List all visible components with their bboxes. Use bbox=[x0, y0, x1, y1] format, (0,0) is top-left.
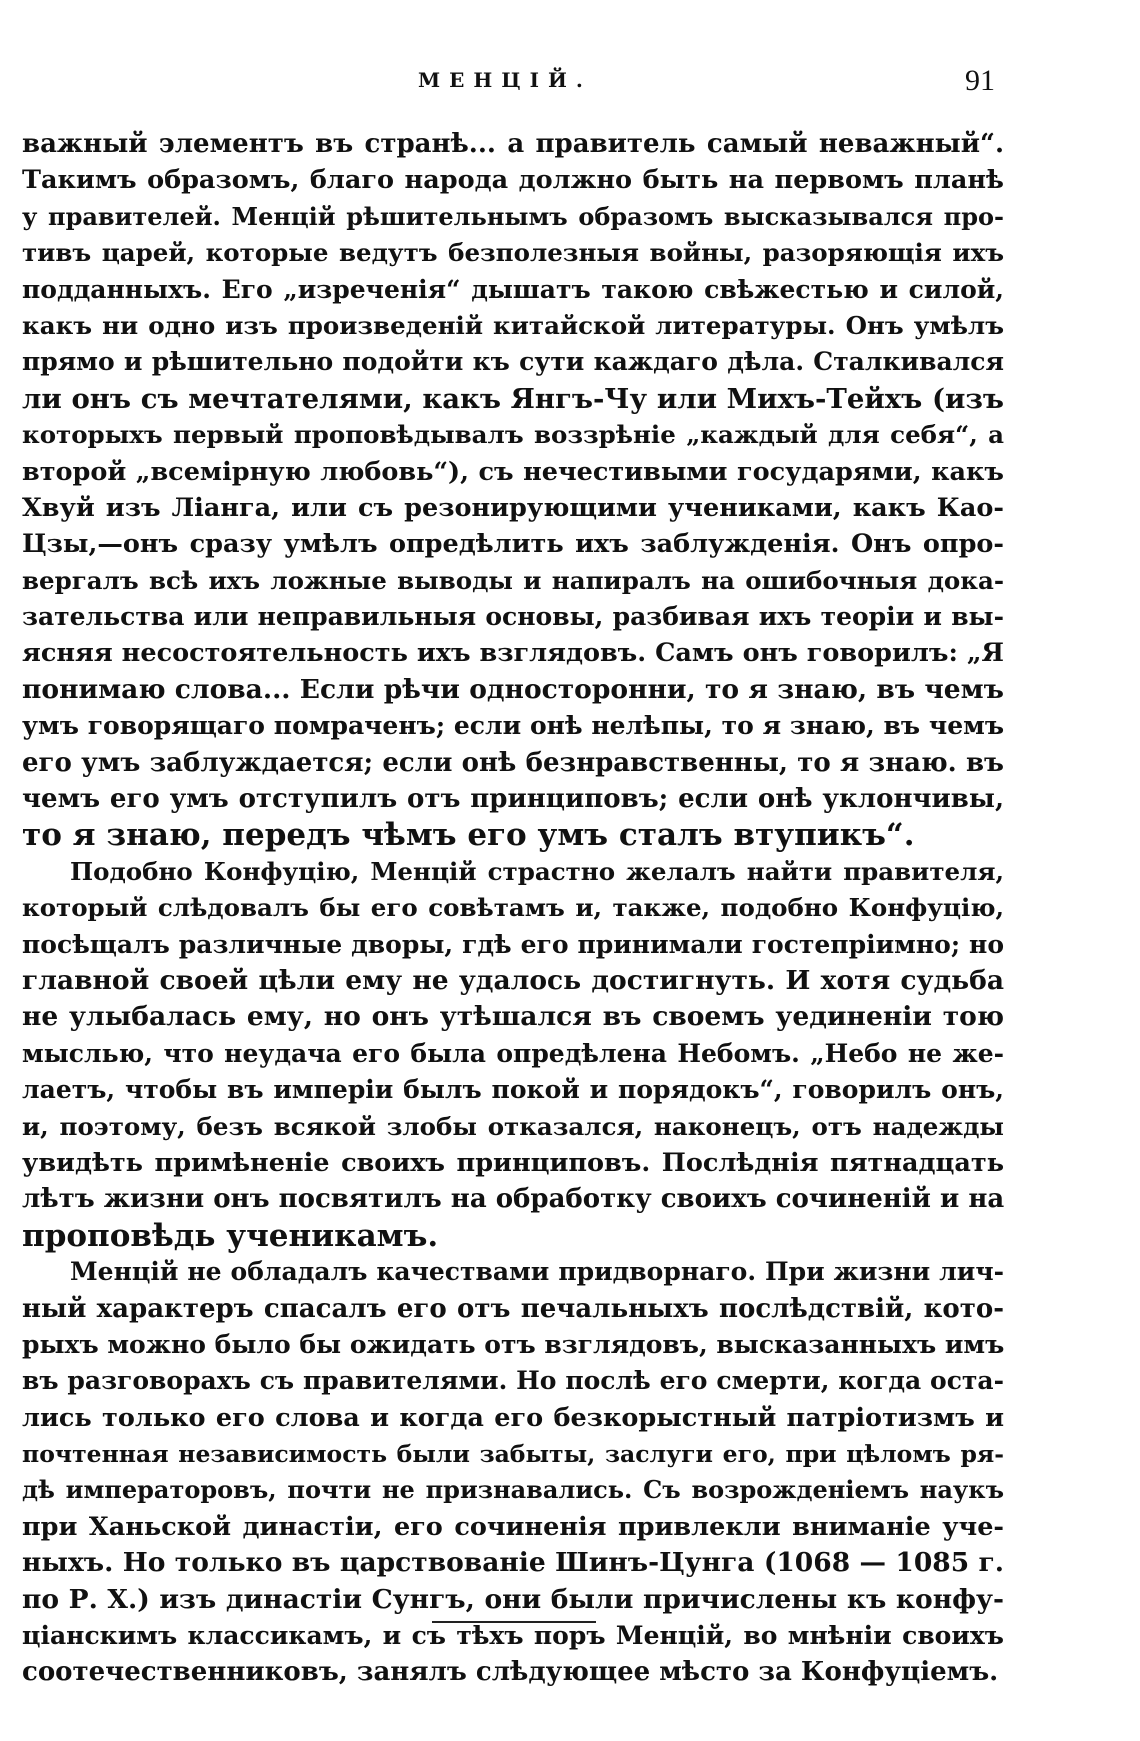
text-line: посѣщалъ различные дворы, гдѣ его принимали гостепріимно; но bbox=[22, 929, 1004, 959]
text-line: мыслью, что неудача его была опредѣлена Небомъ. „Небо не же- bbox=[22, 1038, 1004, 1068]
text-line: дѣ императоровъ, почти не признавались. Съ возрожденіемъ наукъ bbox=[22, 1475, 1004, 1505]
text-line: второй „всемірную любовь“), съ нечестивыми государями, какъ bbox=[22, 456, 1004, 487]
text-line: подданныхъ. Его „изреченія“ дышатъ такою свѣжестью и силой, bbox=[22, 274, 1004, 304]
text-line: Цзы,—онъ сразу умѣлъ опредѣлить ихъ заблужденія. Онъ опро- bbox=[22, 529, 1004, 560]
text-line: ціанскимъ классикамъ, и съ тѣхъ поръ Менцій, во мнѣніи своихъ bbox=[22, 1621, 1004, 1651]
text-line: рыхъ можно было бы ожидать отъ взглядовъ, высказанныхъ имъ bbox=[22, 1329, 1004, 1359]
text-line: по Р. Х.) изъ династіи Сунгъ, они были причислены къ конфу- bbox=[22, 1583, 1004, 1615]
text-line: лѣтъ жизни онъ посвятилъ на обработку своихъ сочиненій и на bbox=[22, 1184, 1004, 1215]
text-line: понимаю слова... Если рѣчи односторонни, то я знаю, въ чемъ bbox=[22, 673, 1004, 705]
running-title: МЕНЦІЙ. bbox=[418, 68, 592, 92]
text-line: Менцій не обладалъ качествами придворнаго. При жизни лич- bbox=[70, 1257, 1004, 1287]
text-line: которыхъ первый проповѣдывалъ воззрѣніе „каждый для себя“, а bbox=[22, 420, 1004, 450]
text-line: не улыбалась ему, но онъ утѣшался въ своемъ уединеніи тою bbox=[22, 1001, 1004, 1033]
text-line: ли онъ съ мечтателями, какъ Янгъ-Чу или Михъ-Тейхъ (изъ bbox=[22, 382, 1004, 415]
text-line: Такимъ образомъ, благо народа должно быть на первомъ планѣ bbox=[22, 165, 1004, 196]
text-line: увидѣть примѣненіе своихъ принциповъ. Послѣднія пятнадцать bbox=[22, 1147, 1004, 1178]
text-line: тивъ царей, которые ведутъ безполезныя войны, разоряющія ихъ bbox=[22, 238, 1004, 268]
text-line: вергалъ всѣ ихъ ложные выводы и напиралъ на ошибочныя дока- bbox=[22, 565, 1004, 595]
text-line: то я знаю, передъ чѣмъ его умъ сталъ втупикъ“. bbox=[22, 817, 915, 854]
text-line: какъ ни одно изъ произведеній китайской литературы. Онъ умѣлъ bbox=[22, 310, 1004, 340]
text-line: лаетъ, чтобы въ имперіи былъ покой и порядокъ“, говорилъ онъ, bbox=[22, 1075, 1004, 1105]
text-line: главной своей цѣли ему не удалось достигнуть. И хотя судьба bbox=[22, 964, 1004, 996]
text-line: зательства или неправильныя основы, разбивая ихъ теоріи и вы- bbox=[22, 602, 1004, 632]
text-line: въ разговорахъ съ правителями. Но послѣ его смерти, когда оста- bbox=[22, 1366, 1004, 1396]
text-line: ясняя несостоятельность ихъ взглядовъ. Самъ онъ говорилъ: „Я bbox=[22, 638, 1004, 669]
text-line: прямо и рѣшительно подойти къ сути каждаго дѣла. Сталкивался bbox=[22, 347, 1004, 377]
text-line: почтенная независимость были забыты, заслуги его, при цѣломъ ря- bbox=[22, 1440, 1004, 1469]
text-line: ный характеръ спасалъ его отъ печальныхъ послѣдствій, кото- bbox=[22, 1293, 1004, 1324]
text-line: проповѣдь ученикамъ. bbox=[22, 1217, 439, 1254]
text-line: который слѣдовалъ бы его совѣтамъ и, также, подобно Конфуцію, bbox=[22, 893, 1004, 923]
text-line: при Ханьской династіи, его сочиненія привлекли вниманіе уче- bbox=[22, 1511, 1004, 1542]
text-line: у правителей. Менцій рѣшительнымъ образомъ высказывался про- bbox=[22, 201, 1004, 231]
text-line: его умъ заблуждается; если онѣ безнравственны, то я знаю. въ bbox=[22, 747, 1004, 778]
page-number: 91 bbox=[965, 64, 995, 97]
text-line: чемъ его умъ отступилъ отъ принциповъ; если онѣ уклончивы, bbox=[22, 784, 1004, 815]
text-line: важный элементъ въ странѣ... а правитель самый неважный“. bbox=[22, 129, 1004, 159]
text-line: ныхъ. Но только въ царствованіе Шинъ-Цунга (1068 — 1085 г. bbox=[22, 1547, 1004, 1579]
running-head bbox=[0, 64, 1140, 104]
text-line: и, поэтому, безъ всякой злобы отказался, наконецъ, отъ надежды bbox=[22, 1111, 1004, 1141]
text-line: лись только его слова и когда его безкорыстный патріотизмъ и bbox=[22, 1402, 1004, 1433]
body-text bbox=[22, 126, 1004, 1691]
text-line: Подобно Конфуцію, Менцій страстно желалъ найти правителя, bbox=[70, 856, 1004, 886]
text-line: соотечественниковъ, занялъ слѣдующее мѣсто за Конфуціемъ. bbox=[22, 1657, 999, 1688]
text-line: Хвуй изъ Ліанга, или съ резонирующими учениками, какъ Као- bbox=[22, 492, 1004, 523]
section-divider bbox=[432, 1621, 596, 1623]
text-line: умъ говорящаго помраченъ; если онѣ нелѣпы, то я знаю, въ чемъ bbox=[22, 711, 1004, 741]
